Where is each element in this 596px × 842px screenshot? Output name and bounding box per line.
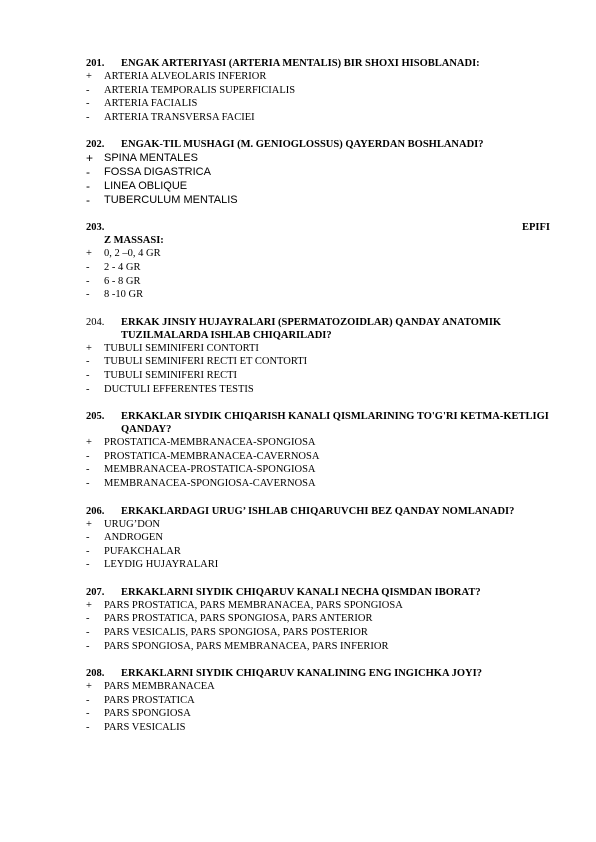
question-header-line <box>86 221 550 234</box>
answer-text: ARTERIA TRANSVERSA FACIEI <box>104 111 255 123</box>
answer-mark: - <box>86 477 90 489</box>
answer-option <box>86 626 550 640</box>
answer-option <box>86 261 550 275</box>
question-text: ENGAK-TIL MUSHAGI (M. GENIOGLOSSUS) QAYERDAN BOSHLANADI? <box>121 139 484 151</box>
answer-mark: + <box>86 342 92 354</box>
answer-mark: - <box>86 369 90 381</box>
question-number: 204. <box>86 316 105 328</box>
question-header <box>86 505 550 518</box>
answer-option <box>86 97 550 111</box>
answer-text: ARTERIA FACIALIS <box>104 98 198 110</box>
question-number: 203. <box>86 222 105 234</box>
answer-text: 0, 2 –0, 4 GR <box>104 248 161 260</box>
answer-option <box>86 179 550 193</box>
answer-mark: - <box>86 708 90 720</box>
answer-mark: - <box>86 165 90 180</box>
answer-text: PROSTATICA-MEMBRANACEA-SPONGIOSA <box>104 437 316 449</box>
question-text: ERKAKLAR SIYDIK CHIQARISH KANALI QISMLARINING TO'G'RI KETMA-KETLIGI QANDAY? <box>121 411 549 436</box>
answer-mark: + <box>86 151 94 166</box>
answer-mark: - <box>86 179 90 194</box>
answer-option <box>86 84 550 98</box>
answer-text: PARS SPONGIOSA <box>104 708 191 720</box>
answer-text: 6 - 8 GR <box>104 275 141 287</box>
answer-mark: - <box>86 356 90 368</box>
answer-mark: - <box>86 464 90 476</box>
answer-mark: + <box>86 248 92 260</box>
answer-text: PARS VESICALIS, PARS SPONGIOSA, PARS POSTERIOR <box>104 627 368 639</box>
answer-text: FOSSA DIGASTRICA <box>104 166 211 179</box>
answer-mark: + <box>86 518 92 530</box>
answer-text: PROSTATICA-MEMBRANACEA-CAVERNOSA <box>104 450 320 462</box>
answer-option <box>86 721 550 735</box>
answer-mark: + <box>86 599 92 611</box>
answer-mark: + <box>86 681 92 693</box>
answer-mark: + <box>86 437 92 449</box>
answer-text: URUG’DON <box>104 518 160 530</box>
answer-option <box>86 151 550 165</box>
answer-mark: - <box>86 627 90 639</box>
question-text-continued: Z MASSASI: <box>104 235 164 247</box>
question-number: 202. <box>86 139 105 151</box>
answer-option <box>86 247 550 261</box>
answer-text: MEMBRANACEA-PROSTATICA-SPONGIOSA <box>104 464 316 476</box>
answer-option <box>86 680 550 694</box>
answer-mark: - <box>86 559 90 571</box>
answer-option <box>86 477 550 491</box>
answer-text: PARS PROSTATICA, PARS MEMBRANACEA, PARS SPONGIOSA <box>104 599 403 611</box>
answer-option <box>86 640 550 654</box>
answer-text: LINEA OBLIQUE <box>104 180 188 193</box>
answer-mark: - <box>86 722 90 734</box>
question-text: ERKAKLARDAGI URUG’ ISHLAB CHIQARUVCHI BEZ QANDAY NOMLANADI? <box>121 505 515 517</box>
answer-option <box>86 369 550 383</box>
answer-text: PARS PROSTATICA <box>104 694 195 706</box>
answer-mark: - <box>86 289 90 301</box>
answer-text: TUBULI SEMINIFERI CONTORTI <box>104 342 259 354</box>
question-207 <box>86 586 550 653</box>
question-205 <box>86 410 550 490</box>
answer-mark: - <box>86 193 90 208</box>
answer-option <box>86 558 550 572</box>
question-204 <box>86 316 550 396</box>
answer-option <box>86 355 550 369</box>
answer-text: PARS VESICALIS <box>104 722 186 734</box>
question-header <box>86 410 550 436</box>
answer-text: ARTERIA ALVEOLARIS INFERIOR <box>104 71 267 82</box>
question-number: 208. <box>86 668 105 680</box>
answer-text: PARS PROSTATICA, PARS SPONGIOSA, PARS ANTERIOR <box>104 613 373 625</box>
question-header <box>86 138 550 151</box>
answer-option <box>86 70 550 84</box>
answer-option <box>86 275 550 289</box>
question-header <box>86 586 550 599</box>
answer-option <box>86 342 550 356</box>
answer-text: PUFAKCHALAR <box>104 545 181 557</box>
answer-option <box>86 707 550 721</box>
question-header <box>86 57 550 70</box>
question-208 <box>86 667 550 734</box>
answer-option <box>86 288 550 302</box>
question-201 <box>86 57 550 124</box>
question-number: 205. <box>86 411 105 423</box>
answer-mark: - <box>86 450 90 462</box>
answer-text: MEMBRANACEA-SPONGIOSA-CAVERNOSA <box>104 477 316 489</box>
answer-text: ANDROGEN <box>104 532 163 544</box>
answer-text: ARTERIA TEMPORALIS SUPERFICIALIS <box>104 84 296 96</box>
answer-option <box>86 436 550 450</box>
answer-text: TUBULI SEMINIFERI RECTI <box>104 369 237 381</box>
answer-option <box>86 612 550 626</box>
answer-mark: - <box>86 640 90 652</box>
answer-mark: - <box>86 98 90 110</box>
answer-text: 2 - 4 GR <box>104 261 141 273</box>
answer-option <box>86 531 550 545</box>
answer-option <box>86 545 550 559</box>
question-number: 207. <box>86 586 105 598</box>
answer-mark: + <box>86 71 92 82</box>
answer-text: 8 -10 GR <box>104 289 144 301</box>
answer-text: DUCTULI EFFERENTES TESTIS <box>104 383 254 395</box>
answer-text: PARS SPONGIOSA, PARS MEMBRANACEA, PARS INFERIOR <box>104 640 389 652</box>
answer-option <box>86 694 550 708</box>
answer-mark: - <box>86 613 90 625</box>
answer-option <box>86 599 550 613</box>
question-text: ERKAK JINSIY HUJAYRALARI (SPERMATOZOIDLAR) QANDAY ANATOMIK TUZILMALARDA ISHLAB CHIQARILADI? <box>121 316 502 341</box>
question-text: ERKAKLARNI SIYDIK CHIQARUV KANALINING ENG INGICHKA JOYI? <box>121 668 482 680</box>
answer-option <box>86 165 550 179</box>
question-text: ENGAK ARTERIYASI (ARTERIA MENTALIS) BIR SHOXI HISOBLANADI: <box>121 58 480 69</box>
answer-text: SPINA MENTALES <box>104 152 198 165</box>
question-202 <box>86 138 550 207</box>
question-text-right: EPIFI <box>521 222 550 234</box>
question-203 <box>86 221 550 301</box>
question-header <box>86 316 550 342</box>
answer-text: TUBULI SEMINIFERI RECTI ET CONTORTI <box>104 356 308 368</box>
question-header <box>86 221 550 247</box>
question-number: 206. <box>86 505 105 517</box>
answer-mark: - <box>86 545 90 557</box>
answer-option <box>86 518 550 532</box>
answer-text: LEYDIG HUJAYRALARI <box>104 559 219 571</box>
answer-mark: - <box>86 275 90 287</box>
question-header <box>86 667 550 680</box>
question-206 <box>86 505 550 572</box>
answer-text: TUBERCULUM MENTALIS <box>104 194 238 207</box>
answer-mark: - <box>86 694 90 706</box>
answer-option <box>86 193 550 207</box>
answer-text: PARS MEMBRANACEA <box>104 681 215 693</box>
answer-mark: - <box>86 383 90 395</box>
question-list <box>86 57 550 749</box>
answer-mark: - <box>86 261 90 273</box>
answer-option <box>86 463 550 477</box>
answer-mark: - <box>86 532 90 544</box>
answer-mark: - <box>86 84 90 96</box>
question-number: 201. <box>86 58 105 69</box>
answer-mark: - <box>86 111 90 123</box>
question-text: ERKAKLARNI SIYDIK CHIQARUV KANALI NECHA QISMDAN IBORAT? <box>121 586 481 598</box>
answer-option <box>86 111 550 125</box>
answer-option <box>86 450 550 464</box>
answer-option <box>86 383 550 397</box>
